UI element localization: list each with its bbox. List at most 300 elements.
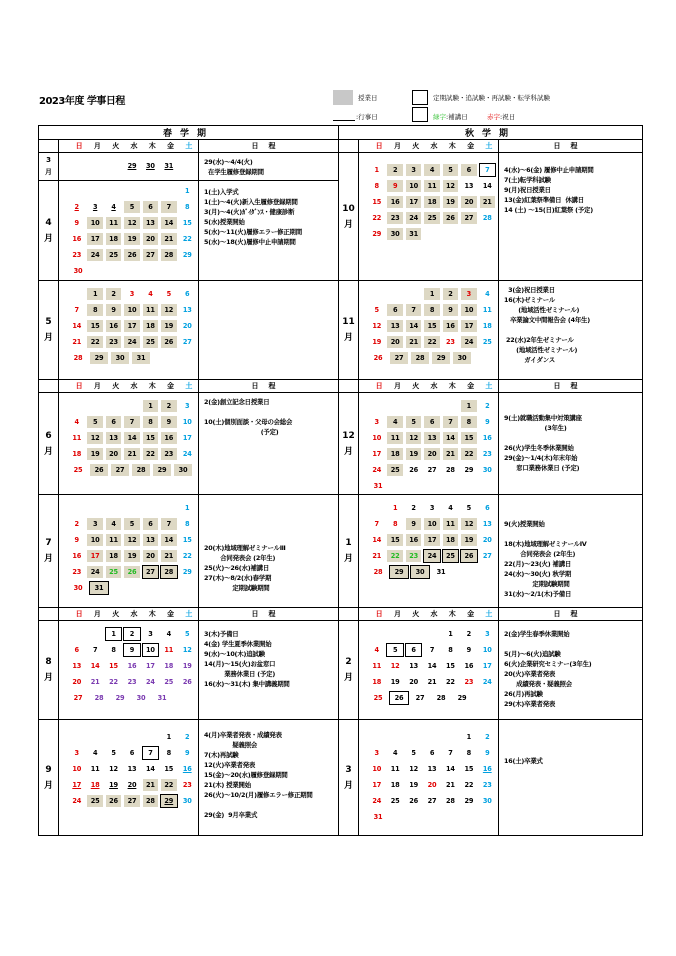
legend-class-day-swatch (333, 90, 353, 105)
weekday-header: 日 月 火 水 木 金 土 (375, 610, 493, 618)
week-row (369, 761, 498, 777)
day-cell: 10 (87, 217, 102, 229)
schedule-header: 日程 (199, 380, 339, 393)
day-cell: 13 (427, 765, 437, 773)
day-cell: 8 (185, 520, 190, 528)
day-cell: 5 (374, 306, 379, 314)
week-row (369, 777, 498, 793)
day-cell: 27 (73, 694, 83, 702)
day-cell: 30 (73, 267, 83, 275)
day-cell: 4 (448, 504, 453, 512)
day-cell: 14 (124, 432, 139, 444)
day-cell: 21 (90, 678, 100, 686)
events-july: 20(木)地域理解ゼミナールⅢ 合同発表会 (2年生) 25(火)～26(水)補講日 27(木)～8/2(水)春学期 定期試験期間 (204, 544, 286, 592)
day-cell: 31 (132, 352, 150, 364)
week-row (69, 548, 198, 564)
day-cell: 28 (411, 352, 429, 364)
day-cell: 16 (482, 765, 492, 773)
month-label-september: 9 月 (39, 720, 59, 836)
day-cell: 27 (427, 797, 437, 805)
day-cell: 1 (143, 400, 158, 412)
day-cell: 3 (374, 749, 379, 757)
day-cell: 18 (482, 322, 492, 330)
day-cell: 7 (443, 416, 458, 428)
day-cell: 11 (443, 518, 458, 530)
day-cell: 9 (406, 518, 421, 530)
day-cell: 12 (109, 765, 118, 773)
day-cell: 10 (482, 646, 492, 654)
day-cell: 8 (166, 749, 172, 757)
day-cell: 22 (424, 336, 439, 348)
legend-makeup-prefix: 緑字 (433, 113, 446, 121)
day-cell: 15 (109, 662, 118, 670)
day-cell: 14 (482, 182, 492, 190)
day-cell: 11 (106, 217, 121, 229)
day-cell: 14 (446, 765, 455, 773)
spring-term-header: 春学期 (39, 126, 339, 140)
day-cell: 9 (485, 418, 490, 426)
day-cell: 5 (124, 518, 139, 530)
day-cell: 3 (74, 749, 79, 757)
day-cell: 27 (111, 464, 129, 476)
academic-calendar (38, 125, 643, 836)
day-cell: 2 (466, 630, 472, 638)
day-cell: 20 (106, 448, 121, 460)
weekday-header: 日 月 火 水 木 金 土 (75, 610, 193, 618)
month-label-august: 8 月 (39, 621, 59, 720)
day-cell: 24 (461, 336, 476, 348)
week-row (69, 414, 198, 430)
events-february: 2(金)学生春季休業開始 5(月)～6(火)追試験 6(火)企業研究セミナー(3年生) 20(火)卒業者発表 成績発表・疑義照会 26(月)再試験 29(木)卒業者発表 (504, 630, 592, 708)
day-cell: 27 (143, 566, 158, 578)
day-cell: 28 (436, 694, 446, 702)
weekday-header: 日 月 火 水 木 金 土 (375, 382, 493, 390)
day-cell: 12 (87, 432, 102, 444)
week-row (369, 318, 498, 334)
day-cell: 23 (161, 448, 176, 460)
day-cell: 10 (124, 304, 139, 316)
day-cell: 14 (90, 662, 100, 670)
day-cell: 28 (143, 795, 158, 807)
week-row (69, 500, 198, 516)
day-cell: 24 (182, 450, 192, 458)
day-cell: 20 (482, 536, 492, 544)
day-cell: 24 (146, 678, 155, 686)
week-row (69, 580, 198, 596)
day-cell: 2 (485, 733, 490, 741)
day-cell: 19 (406, 448, 421, 460)
day-cell: 6 (485, 504, 490, 512)
day-cell: 11 (90, 765, 100, 773)
weekday-header: 日 月 火 水 木 金 土 (75, 142, 193, 150)
day-cell: 10 (87, 534, 102, 546)
day-cell: 12 (406, 432, 421, 444)
day-cell: 6 (406, 644, 421, 656)
day-cell: 27 (124, 795, 139, 807)
day-cell: 5 (411, 749, 416, 757)
day-cell: 7 (429, 646, 435, 654)
day-cell: 19 (409, 781, 418, 789)
day-cell: 12 (372, 322, 382, 330)
day-cell: 11 (164, 646, 174, 654)
week-row (369, 334, 498, 350)
day-cell: 26 (106, 795, 121, 807)
day-cell: 10 (72, 765, 82, 773)
day-cell: 1 (166, 733, 172, 741)
day-cell: 2 (124, 628, 139, 640)
day-cell: 31 (90, 582, 108, 594)
day-cell: 9 (106, 304, 121, 316)
day-cell: 8 (374, 182, 379, 190)
week-row (69, 745, 198, 761)
day-cell: 24 (424, 550, 439, 562)
legend-class-day-label: 授業日 (358, 94, 378, 102)
day-cell: 27 (143, 249, 158, 261)
day-cell: 21 (372, 552, 382, 560)
day-cell: 2 (106, 288, 121, 300)
day-cell: 13 (387, 320, 402, 332)
day-cell: 9 (161, 416, 176, 428)
day-cell: 25 (390, 797, 400, 805)
day-cell: 30 (174, 464, 192, 476)
day-cell: 7 (161, 201, 176, 213)
day-cell: 7 (92, 646, 98, 654)
day-cell: 16 (406, 534, 421, 546)
day-cell: 22 (182, 235, 192, 243)
day-cell: 11 (106, 534, 121, 546)
month-label-april: 4 月 (39, 181, 59, 281)
day-cell: 2 (74, 520, 79, 528)
week-row (369, 532, 498, 548)
day-cell: 8 (392, 520, 398, 528)
week-row (69, 263, 198, 279)
day-cell: 10 (372, 765, 382, 773)
day-cell: 8 (111, 646, 116, 654)
day-cell: 22 (464, 781, 474, 789)
day-cell: 12 (161, 304, 176, 316)
week-row (369, 462, 498, 478)
day-cell: 10 (424, 518, 439, 530)
day-cell: 9 (485, 749, 490, 757)
day-cell: 29 (464, 466, 474, 474)
day-cell: 16 (443, 320, 458, 332)
day-cell: 19 (182, 662, 192, 670)
day-cell: 2 (411, 504, 416, 512)
week-row (69, 430, 198, 446)
legend-exam-swatch (412, 90, 428, 105)
day-cell: 25 (73, 466, 83, 474)
week-row (369, 162, 498, 178)
day-cell: 2 (485, 402, 490, 410)
week-row (69, 793, 198, 809)
day-cell: 30 (146, 162, 155, 170)
day-cell: 19 (161, 320, 176, 332)
day-cell: 1 (106, 628, 121, 640)
day-cell: 30 (111, 352, 129, 364)
day-cell: 21 (161, 550, 176, 562)
schedule-header: 日程 (199, 140, 339, 153)
day-cell: 17 (406, 196, 421, 208)
day-cell: 13 (143, 217, 158, 229)
month-label-december: 12 月 (339, 393, 359, 495)
day-cell: 29 (127, 162, 137, 170)
day-cell: 1 (392, 504, 398, 512)
day-cell: 9 (124, 644, 139, 656)
week-row (369, 745, 498, 761)
day-cell: 23 (72, 568, 82, 576)
day-cell: 13 (72, 662, 82, 670)
day-cell: 14 (72, 322, 82, 330)
day-cell: 17 (72, 781, 82, 789)
day-cell: 16 (72, 552, 82, 560)
day-cell: 19 (372, 338, 382, 346)
day-cell: 3 (148, 630, 153, 638)
day-cell: 26 (124, 249, 139, 261)
week-row (369, 226, 498, 242)
day-cell: 23 (127, 678, 137, 686)
day-cell: 13 (182, 306, 192, 314)
day-cell: 14 (146, 765, 155, 773)
day-cell: 26 (161, 336, 176, 348)
day-cell: 12 (124, 534, 139, 546)
month-label-march-next: 3 月 (339, 720, 359, 836)
day-cell: 20 (182, 322, 192, 330)
week-row (69, 674, 198, 690)
week-row (69, 318, 198, 334)
day-cell: 2 (443, 288, 458, 300)
day-cell: 3 (485, 630, 490, 638)
day-cell: 28 (73, 354, 83, 362)
day-cell: 5 (124, 201, 139, 213)
day-cell: 26 (182, 678, 192, 686)
day-cell: 6 (429, 749, 435, 757)
day-cell: 5 (387, 644, 402, 656)
legend-holiday (487, 114, 515, 121)
day-cell: 10 (182, 418, 192, 426)
day-cell: 4 (148, 290, 153, 298)
weekday-header: 日 月 火 水 木 金 土 (75, 382, 193, 390)
day-cell: 17 (372, 781, 382, 789)
week-row (69, 564, 198, 580)
day-cell: 4 (74, 418, 79, 426)
day-cell: 5 (185, 630, 190, 638)
week-row (369, 286, 498, 302)
legend-makeup-swatch (412, 107, 428, 122)
week-row (69, 286, 198, 302)
day-cell: 6 (129, 749, 135, 757)
events-june: 2(金)創立記念日授業日 10(土)個別面談・父母の会総会 (予定) (204, 398, 293, 436)
day-cell: 12 (124, 217, 139, 229)
week-row (369, 564, 498, 580)
week-row (69, 462, 198, 478)
day-cell: 13 (464, 182, 474, 190)
day-cell: 4 (106, 518, 121, 530)
day-cell: 28 (373, 568, 383, 576)
day-cell: 23 (72, 251, 82, 259)
day-cell: 27 (482, 552, 492, 560)
day-cell: 6 (461, 164, 476, 176)
day-cell: 18 (443, 534, 458, 546)
day-cell: 22 (387, 550, 402, 562)
week-row (69, 215, 198, 231)
day-cell: 27 (390, 352, 408, 364)
day-cell: 11 (482, 306, 492, 314)
day-cell: 13 (424, 432, 439, 444)
day-cell: 21 (406, 336, 421, 348)
day-cell: 22 (461, 448, 476, 460)
day-cell: 21 (124, 448, 139, 460)
day-cell: 23 (482, 781, 492, 789)
day-cell: 9 (185, 749, 190, 757)
day-cell: 4 (485, 290, 490, 298)
day-cell: 15 (143, 432, 158, 444)
day-cell: 29 (457, 694, 467, 702)
day-cell: 13 (409, 662, 418, 670)
day-cell: 29 (390, 566, 408, 578)
day-cell: 20 (387, 336, 402, 348)
day-cell: 5 (443, 164, 458, 176)
day-cell: 1 (185, 504, 190, 512)
weekday-header: 日 月 火 水 木 金 土 (375, 142, 493, 150)
day-cell: 14 (372, 536, 382, 544)
day-cell: 18 (106, 550, 121, 562)
legend-event-label: :行事日 (356, 113, 378, 121)
week-row (369, 642, 498, 658)
day-cell: 3 (87, 518, 102, 530)
day-cell: 31 (373, 813, 383, 821)
legend-holiday-label: :祝日 (500, 113, 516, 121)
day-cell: 23 (482, 450, 492, 458)
legend-makeup-label: :補講日 (446, 113, 468, 121)
day-cell: 8 (461, 416, 476, 428)
autumn-term-header: 秋学期 (339, 126, 643, 140)
day-cell: 27 (415, 694, 425, 702)
day-cell: 13 (127, 765, 137, 773)
day-cell: 6 (143, 201, 158, 213)
day-cell: 14 (161, 534, 176, 546)
day-cell: 24 (72, 797, 82, 805)
day-cell: 15 (164, 765, 174, 773)
day-cell: 31 (373, 482, 383, 490)
month-label-july: 7 月 (39, 495, 59, 608)
day-cell: 17 (424, 534, 439, 546)
week-row (369, 350, 498, 366)
day-cell: 29 (115, 694, 125, 702)
day-cell: 19 (461, 534, 476, 546)
day-cell: 25 (106, 249, 121, 261)
day-cell: 16 (182, 765, 192, 773)
day-cell: 25 (87, 795, 102, 807)
day-cell: 21 (480, 196, 495, 208)
day-cell: 25 (482, 338, 492, 346)
events-august: 3(木)予備日 4(金) 学生夏季休業開始 9(水)～10(木)追試験 14(月)～15(火)お盆窓口 業務休業日 (予定) 16(水)～31(木) 集中講義期間 (204, 630, 290, 688)
day-cell: 10 (406, 180, 421, 192)
day-cell: 3 (129, 290, 135, 298)
day-cell: 18 (143, 320, 158, 332)
day-cell: 17 (87, 550, 102, 562)
day-cell: 28 (446, 466, 455, 474)
week-row (69, 516, 198, 532)
day-cell: 15 (182, 536, 192, 544)
day-cell: 15 (424, 320, 439, 332)
day-cell: 25 (143, 336, 158, 348)
day-cell: 2 (185, 733, 190, 741)
day-cell: 18 (72, 450, 82, 458)
month-label-june: 6 月 (39, 393, 59, 495)
week-row (69, 302, 198, 318)
day-cell: 30 (73, 584, 83, 592)
day-cell: 19 (390, 678, 400, 686)
day-cell: 18 (164, 662, 174, 670)
day-cell: 1 (374, 166, 379, 174)
day-cell: 18 (424, 196, 439, 208)
day-cell: 21 (161, 233, 176, 245)
day-cell: 4 (111, 203, 116, 211)
week-row (69, 777, 198, 793)
day-cell: 22 (87, 336, 102, 348)
day-cell: 16 (482, 434, 492, 442)
month-label-october: 10 月 (339, 153, 359, 281)
week-row (369, 690, 498, 706)
day-cell: 16 (72, 235, 82, 243)
events-november: 3(金)祝日授業日 16(木)ゼミナール (地域活性ゼミナール) 卒業論文中間報告会 (4年生) 22(水)2年生ゼミナール (地域活性ゼミナール) ガイダンス (504, 286, 590, 364)
day-cell: 15 (461, 432, 476, 444)
day-cell: 21 (72, 338, 82, 346)
day-cell: 3 (461, 288, 476, 300)
day-cell: 17 (482, 662, 492, 670)
day-cell: 20 (427, 781, 437, 789)
day-cell: 24 (482, 678, 492, 686)
month-label-february: 2 月 (339, 621, 359, 720)
day-cell: 11 (72, 434, 82, 442)
week-row (369, 446, 498, 462)
day-cell: 23 (387, 212, 402, 224)
day-cell: 7 (74, 306, 79, 314)
day-cell: 27 (427, 466, 437, 474)
day-cell: 16 (127, 662, 137, 670)
day-cell: 9 (443, 304, 458, 316)
day-cell: 20 (127, 781, 137, 789)
day-cell: 30 (453, 352, 471, 364)
day-cell: 18 (372, 678, 382, 686)
day-cell: 1 (87, 288, 102, 300)
day-cell: 31 (157, 694, 167, 702)
events-january: 9(火)授業開始 18(木)地域理解ゼミナールⅣ 合同発表会 (2年生) 22(月)～23(火) 補講日 24(水)～30(火) 秋学期 定期試験期間 31(水)～2/1(木)予備日 (504, 520, 587, 598)
day-cell: 4 (387, 416, 402, 428)
day-cell: 21 (427, 678, 437, 686)
day-cell: 18 (387, 448, 402, 460)
day-cell: 6 (424, 416, 439, 428)
events-march: 29(水)～4/4(火) 在学生履修登録期間 (204, 158, 264, 176)
day-cell: 24 (406, 212, 421, 224)
day-cell: 8 (466, 749, 472, 757)
day-cell: 24 (87, 249, 102, 261)
day-cell: 12 (182, 646, 192, 654)
day-cell: 4 (424, 164, 439, 176)
week-row (369, 478, 498, 494)
week-row (69, 446, 198, 462)
day-cell: 5 (111, 749, 116, 757)
day-cell: 12 (443, 180, 458, 192)
events-september: 4(月)卒業者発表・成績発表 疑義照会 7(木)再試験 12(火)卒業者発表 15(金)～20(水)履修登録期間 21(木) 授業開始 26(火)～10/2(月)履修エラー修正期間 29(金) 9月卒業式 (204, 731, 313, 819)
schedule-header: 日程 (499, 608, 643, 621)
events-may (199, 281, 338, 285)
day-cell: 30 (136, 694, 146, 702)
day-cell: 23 (464, 678, 474, 686)
day-cell: 14 (443, 432, 458, 444)
day-cell: 7 (143, 747, 158, 759)
day-cell: 10 (372, 434, 382, 442)
